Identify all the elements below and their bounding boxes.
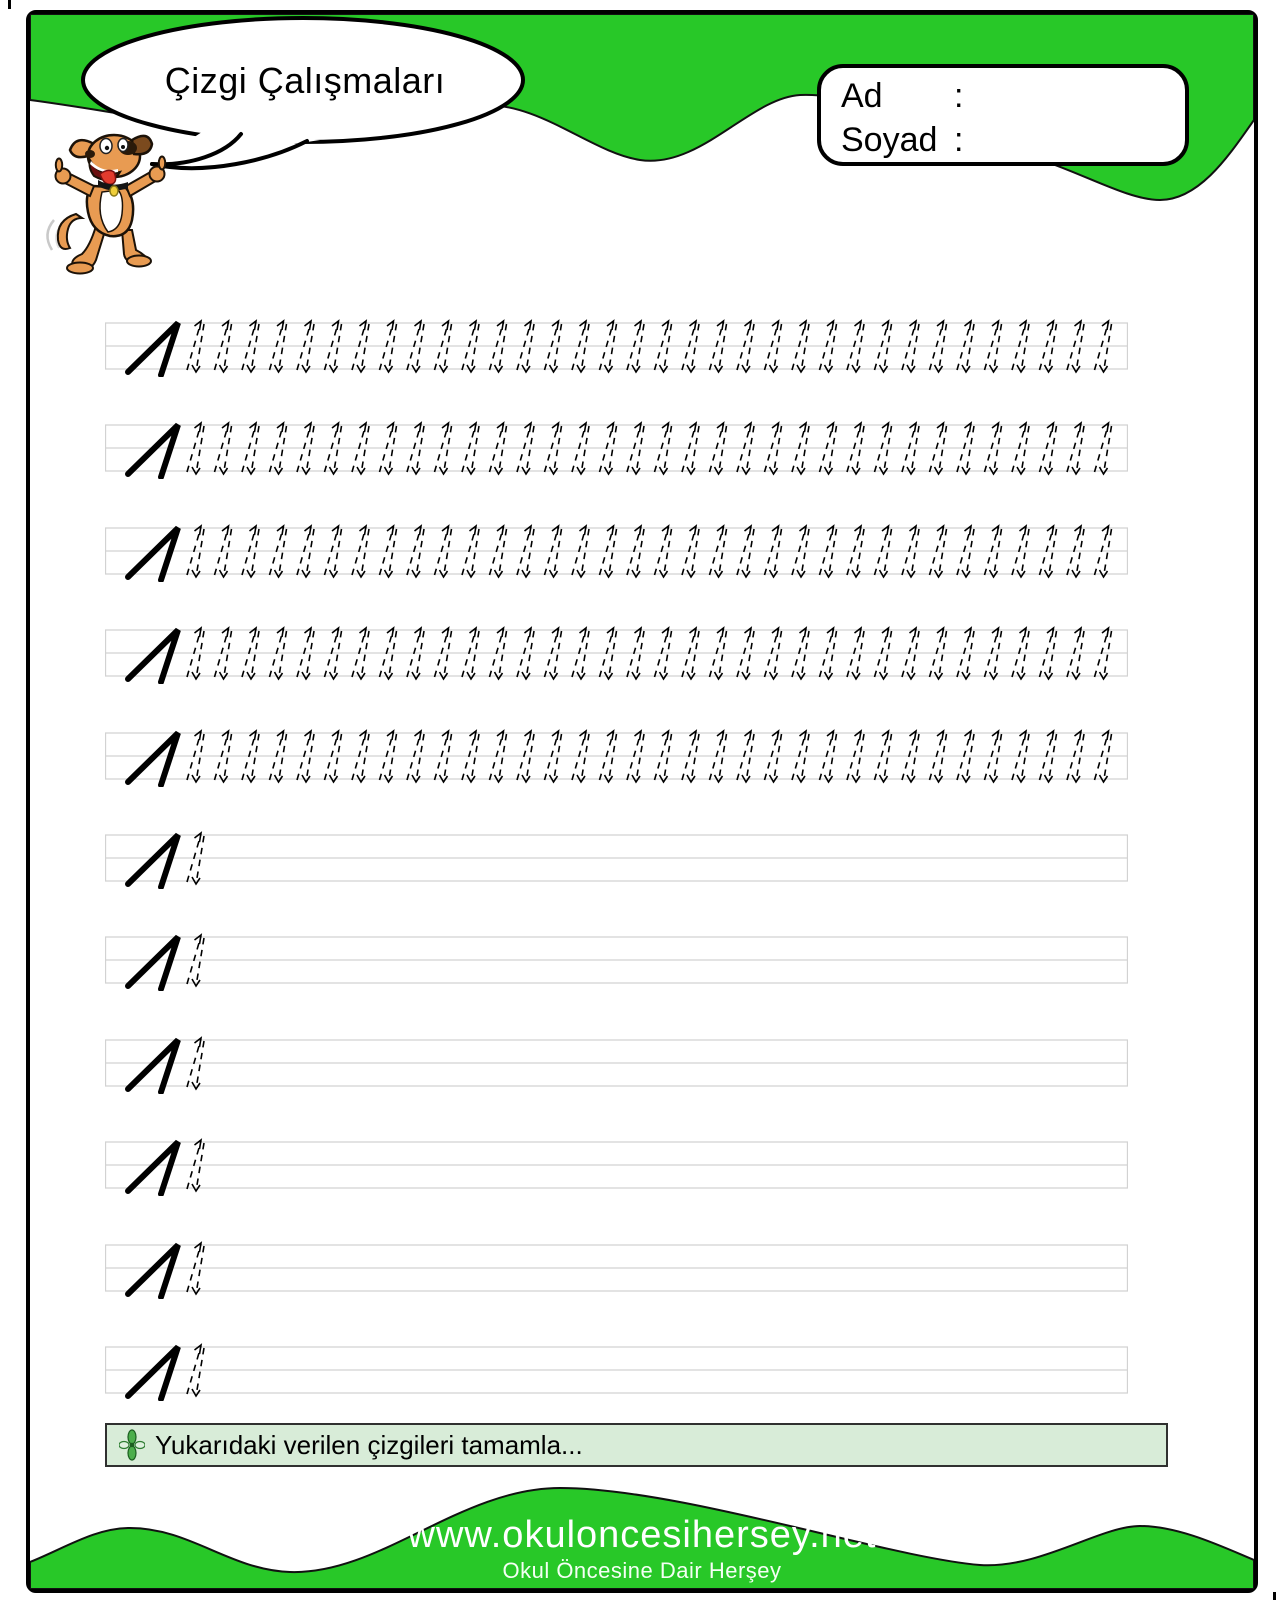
- footer-url: www.okuloncesihersey.net: [407, 1514, 877, 1556]
- name-row: [841, 74, 1185, 118]
- name-box: [817, 64, 1189, 166]
- tracing-row-8: [105, 1028, 1128, 1094]
- dog-mascot-illustration: [38, 128, 183, 278]
- dog-nose: [85, 150, 95, 158]
- scan-artifact: [1273, 1592, 1276, 1600]
- flower-icon: [119, 1429, 145, 1461]
- solid-example-stroke: [128, 528, 178, 580]
- solid-example-stroke: [128, 323, 178, 375]
- solid-example-stroke: [128, 733, 178, 785]
- solid-example-stroke: [128, 1245, 178, 1297]
- tracing-row-2: [105, 413, 1128, 479]
- tracing-row-7: [105, 925, 1128, 991]
- tracing-row-10: [105, 1233, 1128, 1299]
- surname-label: Soyad: [841, 121, 938, 159]
- footer-tagline: Okul Öncesine Dair Herşey: [502, 1558, 782, 1583]
- solid-example-stroke: [128, 1142, 178, 1194]
- surname-colon: :: [954, 121, 964, 159]
- tracing-row-5: [105, 721, 1128, 787]
- instruction-text: Yukarıdaki verilen çizgileri tamamla...: [155, 1429, 583, 1460]
- tracing-row-6: [105, 823, 1128, 889]
- name-colon: :: [954, 77, 964, 115]
- dog-collar-tag: [110, 186, 118, 196]
- tracing-row-9: [105, 1130, 1128, 1196]
- solid-example-stroke: [128, 630, 178, 682]
- tracing-row-4: [105, 618, 1128, 684]
- solid-example-stroke: [128, 835, 178, 887]
- dog-tail: [58, 214, 82, 249]
- solid-example-stroke: [128, 1040, 178, 1092]
- solid-example-stroke: [128, 425, 178, 477]
- tracing-row-3: [105, 516, 1128, 582]
- solid-example-stroke: [128, 1347, 178, 1399]
- tracing-row-11: [105, 1335, 1128, 1401]
- instruction-bar: [105, 1423, 1168, 1467]
- scan-artifact: [8, 0, 11, 9]
- surname-row: [841, 118, 1185, 162]
- page-title: Çizgi Çalışmaları: [164, 60, 446, 101]
- name-label: Ad: [841, 77, 883, 115]
- solid-example-stroke: [128, 937, 178, 989]
- tracing-row-1: [105, 311, 1128, 377]
